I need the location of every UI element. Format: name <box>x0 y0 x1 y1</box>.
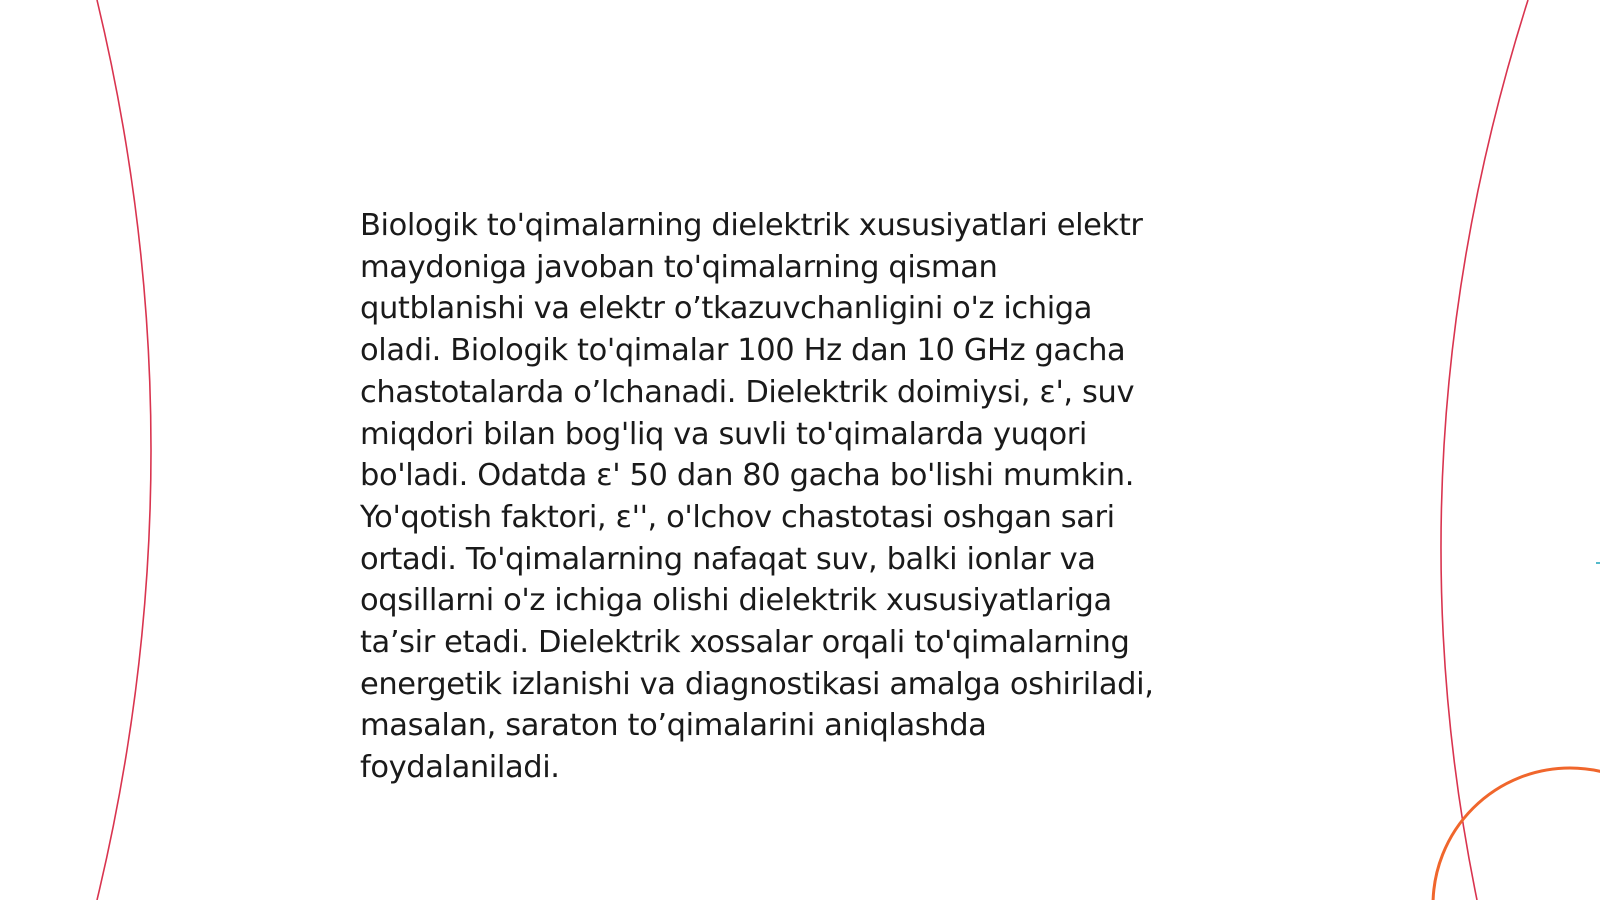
right-arc-line <box>1441 0 1528 900</box>
left-arc-line <box>97 0 151 900</box>
body-paragraph: Biologik to'qimalarning dielektrik xususiyatlari elektr maydoniga javoban to'qimalarning qisman qutblanishi va elektr o’tkazuvchanligini o'z ichiga oladi. Biologik to'qimalar 100 Hz dan 10 GHz gacha chastotalarda o’lchanadi. Dielektrik doimiysi, ε', suv miqdori bilan bog'liq va suvli to'qimalarda yuqori bo'ladi. Odatda ε' 50 dan 80 gacha bo'lishi mumkin. Yo'qotish faktori, ε'', o'lchov chastotasi oshgan sari ortadi. To'qimalarning nafaqat suv, balki ionlar va oqsillarni o'z ichiga olishi dielektrik xususiyatlariga ta’sir etadi. Dielektrik xossalar orqali to'qimalarning energetik izlanishi va diagnostikasi amalga oshiriladi, masalan, saraton to’qimalarini aniqlashda foydalaniladi. <box>360 208 1154 786</box>
